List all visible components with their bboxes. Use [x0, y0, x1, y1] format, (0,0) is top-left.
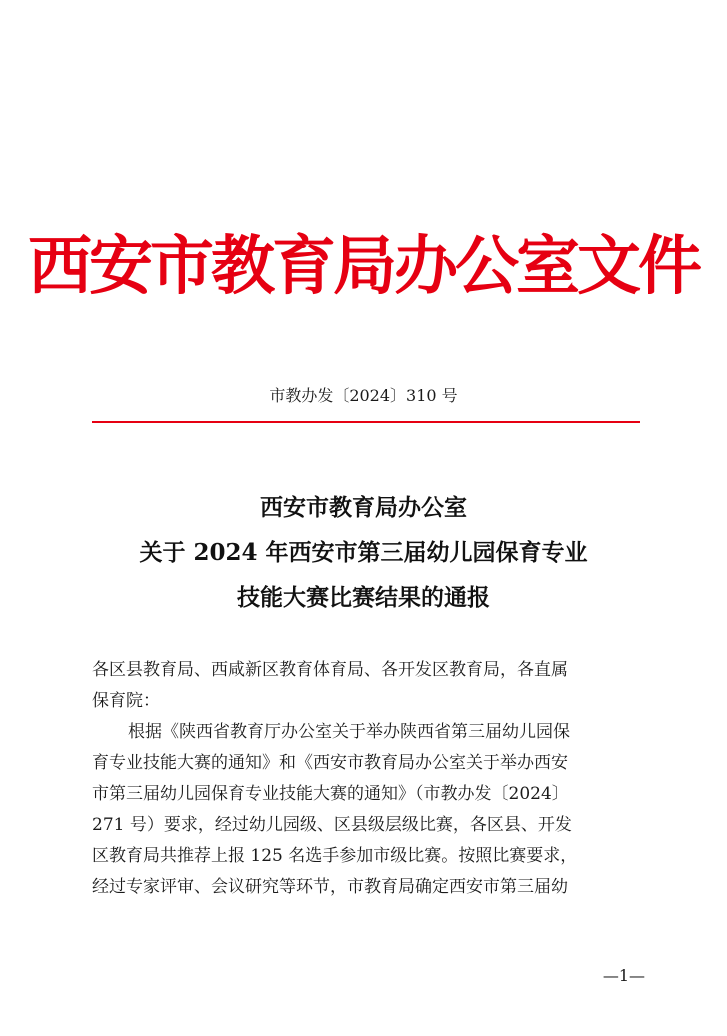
- document-body: [92, 655, 644, 903]
- body-line: 271 号）要求，经过幼儿园级、区县级层级比赛，各区县、开发: [92, 815, 572, 835]
- document-title: [0, 485, 727, 620]
- document-masthead: 西安市教育局办公室文件: [28, 229, 699, 304]
- title-line-2: 关于 2024 年西安市第三届幼儿园保育专业: [139, 539, 588, 566]
- title-line-1: 西安市教育局办公室: [260, 494, 467, 521]
- body-line: 育专业技能大赛的通知》和《西安市教育局办公室关于举办西安: [92, 753, 568, 773]
- body-line: 市第三届幼儿园保育专业技能大赛的通知》（市教办发〔2024〕: [92, 784, 569, 804]
- page-number: —1—: [602, 966, 645, 985]
- body-line: 经过专家评审、会议研究等环节，市教育局确定西安市第三届幼: [92, 877, 568, 897]
- body-line: 各区县教育局、西咸新区教育体育局、各开发区教育局，各直属: [92, 660, 568, 680]
- title-line-3: 技能大赛比赛结果的通报: [237, 584, 490, 611]
- body-line: 根据《陕西省教育厅办公室关于举办陕西省第三届幼儿园保: [128, 722, 570, 742]
- document-number: 市教办发〔2024〕310 号: [269, 386, 458, 405]
- red-divider-line: [92, 421, 640, 423]
- body-line: 区教育局共推荐上报 125 名选手参加市级比赛。按照比赛要求，: [92, 846, 578, 866]
- body-line: 保育院：: [92, 691, 160, 711]
